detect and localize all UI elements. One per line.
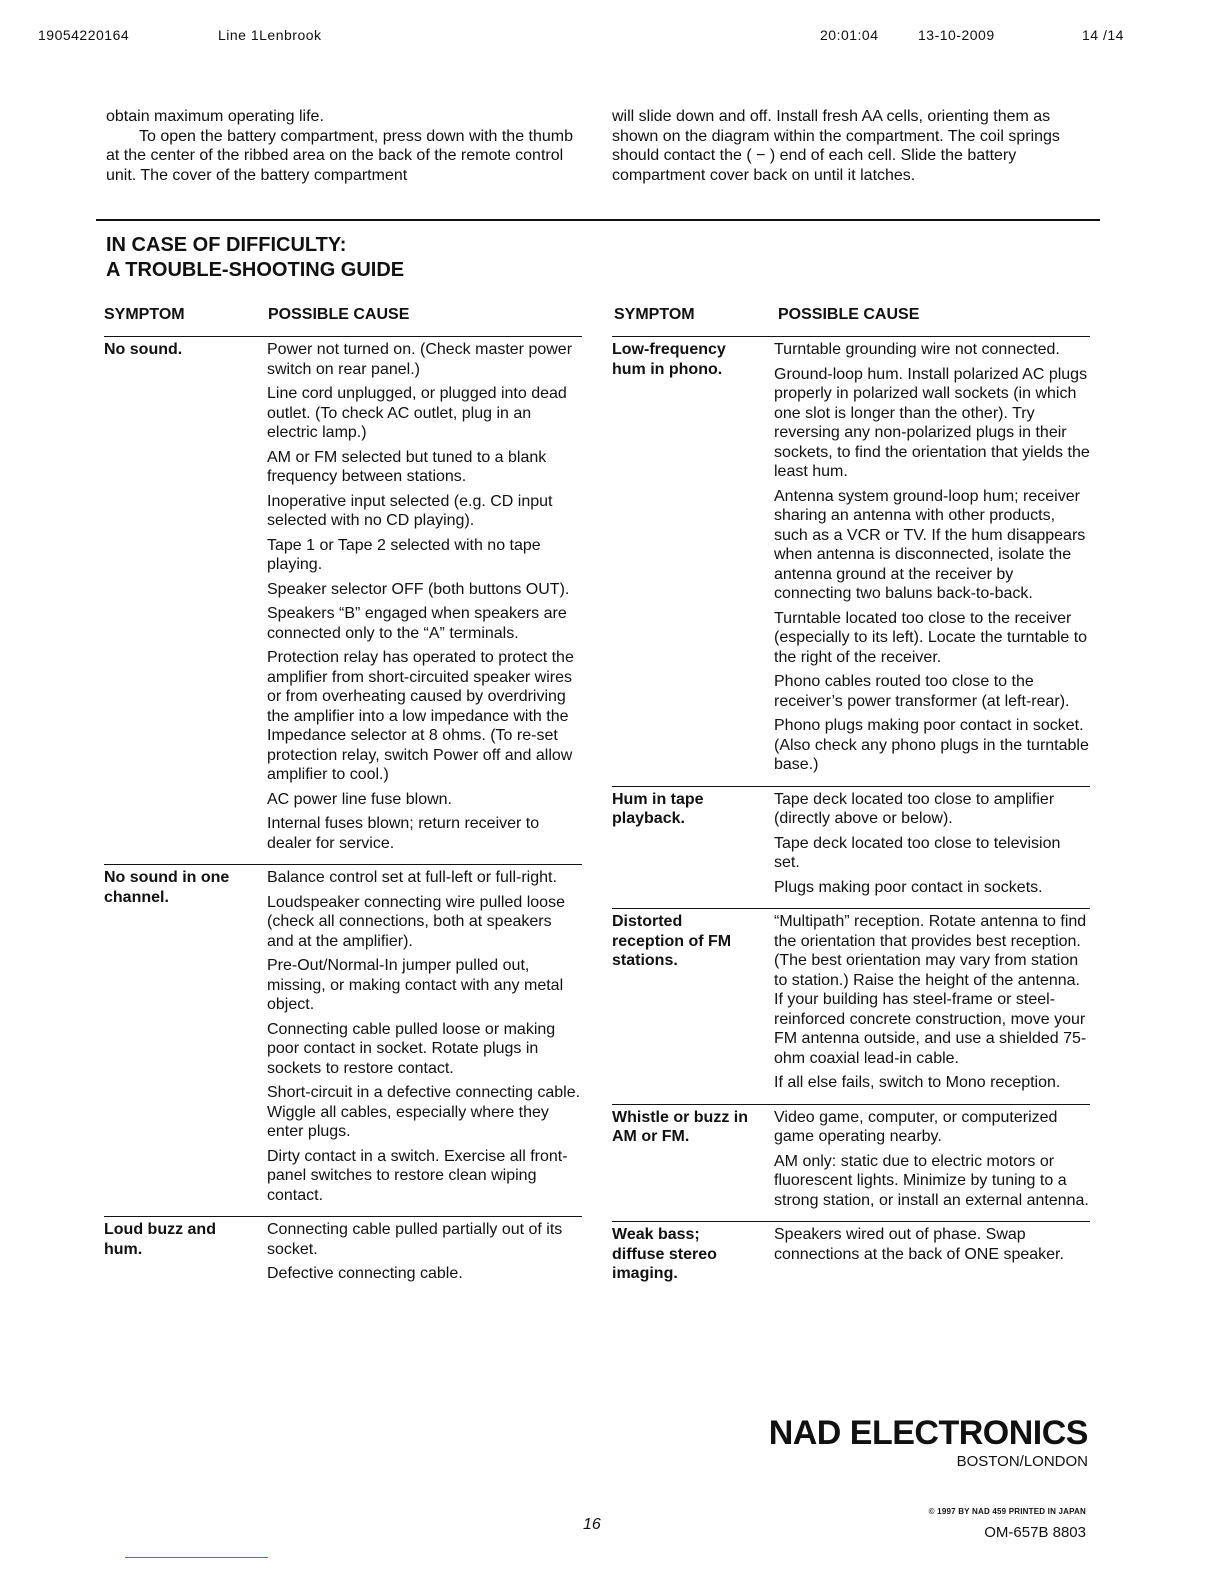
intro-left xyxy=(106,107,576,185)
brand-block xyxy=(769,1413,1088,1470)
table-row xyxy=(104,864,582,1216)
cause-item: Protection relay has operated to protect the amplifier from short-circuited speaker wires or from overheating caused by overdriving the amplifier into a low impedance with the Impedance selector at 8 ohms. (To re-set protection relay, switch Power off and allow amplifier to cool.) xyxy=(267,649,574,783)
brand-city: BOSTON/LONDON xyxy=(956,1453,1088,1470)
symptom-header: SYMPTOM xyxy=(614,306,695,323)
cause-item: Line cord unplugged, or plugged into dead outlet. (To check AC outlet, plug in an electric lamp.) xyxy=(267,385,567,441)
right-rows xyxy=(612,337,1090,1282)
cause-item: Defective connecting cable. xyxy=(267,1265,463,1282)
page-number: 16 xyxy=(583,1516,601,1533)
cause-item: Power not turned on. (Check master power switch on rear panel.) xyxy=(267,341,573,378)
cause-header: POSSIBLE CAUSE xyxy=(778,306,920,323)
cause-item: Pre-Out/Normal-In jumper pulled out, missing, or making contact with any metal object. xyxy=(267,957,564,1013)
cause-item: Phono plugs making poor contact in socket. (Also check any phono plugs in the turntable base.) xyxy=(774,717,1089,773)
heading-line2: A TROUBLE-SHOOTING GUIDE xyxy=(106,259,405,281)
cause-item: Tape deck located too close to amplifier (directly above or below). xyxy=(774,790,1055,827)
symptom-cell: Weak bass; diffuse stereo imaging. xyxy=(612,1226,717,1282)
symptom-header: SYMPTOM xyxy=(104,306,185,323)
table-row xyxy=(612,786,1090,909)
cause-item: Speakers wired out of phase. Swap connections at the back of ONE speaker. xyxy=(774,1226,1064,1263)
cause-header: POSSIBLE CAUSE xyxy=(268,306,410,323)
intro-right xyxy=(612,107,1086,185)
table-row xyxy=(104,337,582,864)
cause-item: Balance control set at full-left or full-right. xyxy=(267,869,557,886)
cause-item: Turntable located too close to the receiver (especially to its left). Locate the turntable to the right of the receiver. xyxy=(774,609,1088,666)
section-divider xyxy=(96,219,1100,221)
cause-list xyxy=(774,790,1090,898)
section-heading xyxy=(106,233,404,283)
table-row xyxy=(612,1221,1090,1282)
table-row xyxy=(104,1216,582,1295)
cause-item: AM only: static due to electric motors or fluorescent lights. Minimize by tuning to a strong station, or install an external antenna. xyxy=(774,1152,1089,1209)
intro-right-p: will slide down and off. Install fresh AA cells, orienting them as shown on the diagram within the compartment. The coil springs should contact the ( − ) end of each cell. Slide the battery compartment cover back on until it latches. xyxy=(612,108,1060,184)
symptom-cell: Distorted reception of FM stations. xyxy=(612,913,732,969)
symptom-cell: No sound in one channel. xyxy=(104,869,230,906)
table-header xyxy=(104,306,582,336)
cause-item: Antenna system ground-loop hum; receiver sharing an antenna with other products, such as a VCR or TV. If the hum disappears when antenna is disconnected, isolate the antenna ground at the receiver by connecting two baluns back-to-back. xyxy=(774,487,1086,602)
symptom-cell: Hum in tape playback. xyxy=(612,790,704,827)
model-number: OM-657B 8803 xyxy=(984,1524,1086,1541)
intro-left-p2: To open the battery compartment, press down with the thumb at the center of the ribbed area on the back of the remote control unit. The cover of the battery compartment xyxy=(106,127,574,184)
cause-item: Tape deck located too close to television set. xyxy=(774,834,1061,871)
cause-item: Internal fuses blown; return receiver to dealer for service. xyxy=(267,815,540,852)
cause-item: Dirty contact in a switch. Exercise all front-panel switches to restore clean wiping contact. xyxy=(267,1147,568,1204)
fax-page: 14 /14 xyxy=(1082,27,1124,43)
table-row xyxy=(612,908,1090,1104)
symptom-cell: Whistle or buzz in AM or FM. xyxy=(612,1108,748,1145)
left-rows xyxy=(104,337,582,1295)
fax-time: 20:01:04 xyxy=(820,27,879,43)
cause-item: Video game, computer, or computerized game operating nearby. xyxy=(774,1108,1058,1145)
cause-item: AM or FM selected but tuned to a blank frequency between stations. xyxy=(267,448,547,485)
symptom-cell: Loud buzz and hum. xyxy=(104,1221,216,1258)
cause-item: If all else fails, switch to Mono reception. xyxy=(774,1074,1061,1091)
cause-item: Speaker selector OFF (both buttons OUT). xyxy=(267,580,570,598)
symptom-cell: Low-frequency hum in phono. xyxy=(612,341,726,378)
cause-item: Turntable grounding wire not connected. xyxy=(774,341,1060,358)
bottom-underline xyxy=(125,1557,268,1558)
cause-item: Short-circuit in a defective connecting cable. Wiggle all cables, especially where they enter plugs. xyxy=(267,1084,581,1140)
table-row xyxy=(612,337,1090,786)
brand-name: NAD ELECTRONICS xyxy=(768,1414,1088,1452)
cause-list xyxy=(774,340,1090,775)
heading-line1: IN CASE OF DIFFICULTY: xyxy=(106,234,347,256)
copyright: © 1997 BY NAD 459 PRINTED IN JAPAN xyxy=(928,1507,1086,1516)
cause-item: Speakers “B” engaged when speakers are connected only to the “A” terminals. xyxy=(267,605,567,642)
cause-item: Inoperative input selected (e.g. CD input selected with no CD playing). xyxy=(267,492,553,529)
cause-item: Plugs making poor contact in sockets. xyxy=(774,878,1043,896)
cause-item: Ground-loop hum. Install polarized AC plugs properly in polarized wall sockets (in which one slot is longer than the other). Try reversing any non-polarized plugs in their sockets, to find the orientation that yields the least hum. xyxy=(774,365,1090,480)
table-header xyxy=(612,306,1090,336)
table-row xyxy=(612,1104,1090,1222)
cause-list xyxy=(267,340,582,853)
fax-date: 13-10-2009 xyxy=(918,27,995,43)
cause-item: Connecting cable pulled partially out of its socket. xyxy=(267,1221,563,1258)
cause-item: Tape 1 or Tape 2 selected with no tape playing. xyxy=(267,536,541,573)
cause-list xyxy=(774,1108,1090,1211)
cause-list xyxy=(774,1225,1090,1264)
cause-list xyxy=(774,912,1090,1093)
symptom-cell: No sound. xyxy=(104,341,183,358)
cause-item: AC power line fuse blown. xyxy=(267,790,452,808)
fax-line: Line 1Lenbrook xyxy=(218,27,322,43)
cause-list xyxy=(267,868,582,1205)
cause-item: “Multipath” reception. Rotate antenna to find the orientation that provides best reception. (The best orientation may vary from station to station.) Raise the height of the antenna. If your building has steel-frame or steel-reinforced concrete construction, move your FM antenna outside, and use a shielded 75-ohm coaxial lead-in cable. xyxy=(774,913,1087,1067)
cause-item: Connecting cable pulled loose or making poor contact in socket. Rotate plugs in sockets to restore contact. xyxy=(267,1020,556,1077)
cause-item: Loudspeaker connecting wire pulled loose (check all connections, both at speakers and at the amplifier). xyxy=(267,893,565,950)
cause-list xyxy=(267,1220,582,1284)
intro-left-p1: obtain maximum operating life. xyxy=(106,108,324,125)
trouble-table-left xyxy=(104,306,582,1295)
fax-number: 19054220164 xyxy=(38,27,130,43)
trouble-table-right xyxy=(612,306,1090,1282)
cause-item: Phono cables routed too close to the receiver’s power transformer (at left-rear). xyxy=(774,673,1070,710)
